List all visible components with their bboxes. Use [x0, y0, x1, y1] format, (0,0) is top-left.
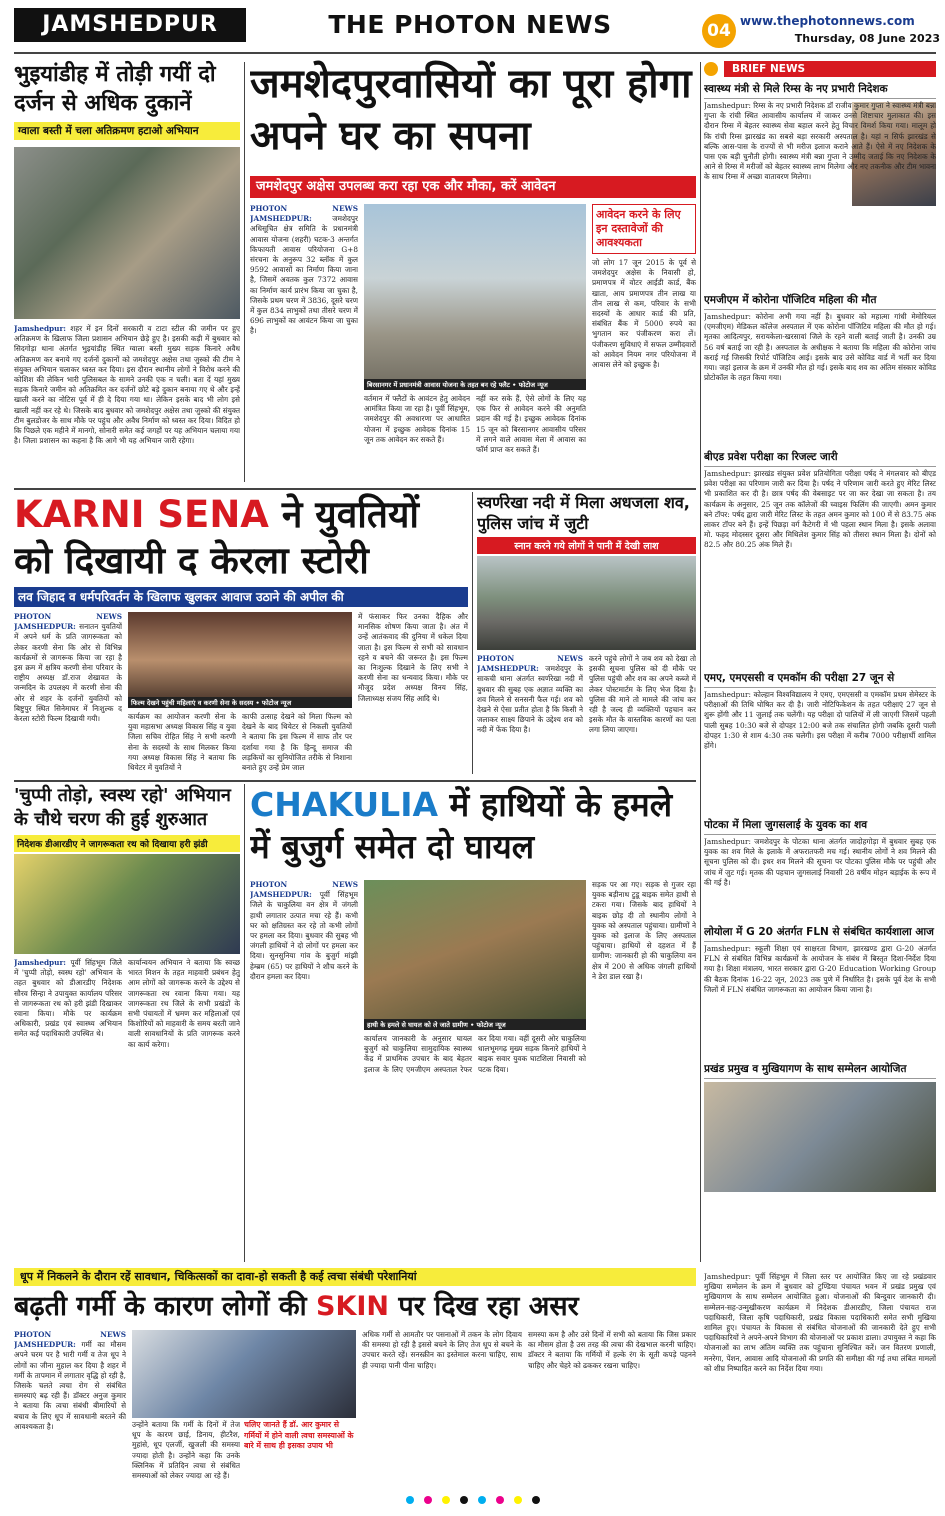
story-col-1 — [477, 654, 583, 776]
brief-text: Jamshedpur: झारखंड संयुक्त प्रवेश प्रतियोगिता परीक्षा पर्षद ने मंगलवार को बीएड प्रवेश परीक्षा का परिणाम जारी कर दिया है। पर्षद ने परिणाम जारी करते हुए मेरिट लिस्ट भी प्रकाशित कर दी है। छात्र पर्षद की वेबसाइट पर जा कर देखा जा सकता है। तय कार्यक्रम के अनुसार, 25 जून तक कॉलेजों की च्वाइस फिलिंग की जाएगी। अमन कुमार बने टॉपर: पर्षद द्वारा जारी मेरिट लिस्ट के तहत अमन कुमार को 100 में से 83.75 अंक लाकर टॉपर बने हैं। इन्हें पिछड़ा वर्ग कैटेगरी में भी पहला स्थान मिला है। इसके अलावा मो. फहद मोदस्सर दूसरा और मिथिलेश कुमार सिंह को तीसरा स्थान मिला है। दोनों को 82.5 और 80.25 अंक मिले हैं। — [704, 469, 936, 550]
story-text: कार्यक्रम का आयोजन करणी सेना के युवा महासभा अध्यक्ष विकास सिंह व युवा जिला सचिव रोहित सिंह ने सभी करणी सेना के सदस्यों के साथ मिलकर किया गया अध्यक्ष विकास सिंह ने बताया कि थियेटर में युवतियों ने — [128, 712, 236, 773]
photo-caption: हाथी के हमले से घायल को ले जाते ग्रामीण • फोटोज न्यूज — [364, 1019, 586, 1030]
subhead-bar: जमशेदपुर अक्षेस उपलब्ध करा रहा एक और मौका, करें आवेदन — [250, 176, 696, 198]
story-col-3 — [476, 394, 586, 486]
story-text: जमशेदपुर अधिसूचित क्षेत्र समिति के प्रधानमंत्री आवास योजना (शहरी) घटक-3 अन्तर्गत किफायती आवास परियोजना G+8 संरचना के अनुरूप 32 ब्लॉक में कुल 9592 आवासों का निर्माण किया जाना है, जिसमें अवतक कुल 7372 आवास का निर्माण कार्य प्रारंभ किया जा चुका है, जिसके प्रथम चरण में 3836, दूसरे चरण में कुल 834 लाभुकों तथा तीसरे चरण में 696 लाभुकों का आवंटन किया जा चुका है। — [250, 214, 358, 336]
byline: Jamshedpur: — [14, 958, 67, 967]
brief-headline: बीएड प्रवेश परीक्षा का रिजल्ट जारी — [704, 450, 936, 467]
registration-dot-icon — [514, 1496, 522, 1504]
subhead-bar: स्नान करने गये लोगों ने पानी में देखी लाश — [477, 537, 696, 554]
brief-headline: प्रखंड प्रमुख व मुखियागण के साथ सम्मेलन आयोजित — [704, 1062, 936, 1079]
river-photo — [477, 556, 696, 650]
story-col-2 — [128, 712, 236, 776]
sidebox-title: आवेदन करने के लिए इन दस्तावेजों की आवश्यकता — [592, 204, 696, 254]
headline-part-1: बढ़ती गर्मी के कारण लोगों की — [14, 1291, 307, 1322]
story-col-1 — [14, 1330, 126, 1484]
website-url: www.thephotonnews.com — [740, 14, 915, 28]
registration-dot-icon — [496, 1496, 504, 1504]
registration-dot-icon — [460, 1496, 468, 1504]
registration-dot-icon — [406, 1496, 414, 1504]
brief-headline: एमए, एमएससी व एमकॉम की परीक्षा 27 जून से — [704, 671, 936, 688]
story-col-3 — [362, 1330, 522, 1484]
headline-english: KARNI SENA — [14, 493, 269, 536]
byline: PHOTON NEWS JAMSHEDPUR: — [14, 1330, 126, 1350]
story-text: कार्यालय जानकारी के अनुसार घायल बुजुर्ग को चाकुलिया सामुदायिक स्वास्थ्य केंद्र में प्राथमिक उपचार के बाद बेहतर इलाज के लिए एमजीएम अस्पताल रेफर कर दिया गया। वहीं दूसरी ओर चाकुलिया धालभूमगढ़ मुख्य सड़क किनारे हाथियों ने बाइक सवार युवक घाटशिला निवासी को पटक दिया। — [364, 1034, 586, 1074]
subhead-bar: लव जिहाद व धर्मपरिवर्तन के खिलाफ खुलकर आवाज उठाने की अपील की — [14, 587, 468, 607]
story-text: जमशेदपुर के साकची थाना अंतर्गत स्वर्णरेखा नदी में बुधवार की सुबह एक अज्ञात व्यक्ति का शव मिलने से सनसनी फैल गई। शव को देखने से ऐसा प्रतीत होता है कि किसी ने जलाकर साक्ष्य छिपाने के उद्देश्य शव को नदी में फेंक दिया है। — [477, 664, 583, 735]
brief-headline: पोटका में मिला जुगसलाई के युवक का शव — [704, 818, 936, 835]
brief-text: Jamshedpur: जमशेदपुर के पोटका थाना अंतर्गत जादोहगोड़ा में बुधवार सुबह एक युवक का शव मिले के इलाके में अफरातफरी मच गई। स्थानीय लोगों ने शव मिलने की सूचना पुलिस को दी। इधर शव मिलने की सूचना पर पोटका पुलिस मौके पर पहुंची और जांच में जुट गई। मृतक की पहचान जुगसलाई निवासी 28 वर्षीय मोहन बड़ाईक के रूप में की गई है। — [704, 837, 936, 887]
headline-hindi: में हाथियों के हमले में बुजुर्ग समेत दो घायल — [250, 785, 673, 866]
brief-item-7-text — [704, 1272, 936, 1484]
story-col-2 — [364, 1034, 586, 1260]
headline: स्वर्णरेखा नदी में मिला अधजला शव, पुलिस जांच में जुटी — [477, 493, 690, 533]
brief-headline: लोयोला में G 20 अंतर्गत FLN से संबंधित कार्यशाला आज — [704, 925, 936, 942]
injured-villagers-photo — [364, 880, 586, 1030]
story-chakulia-elephants — [250, 784, 696, 1264]
story-text: में फंसाकर फिर उनका दैहिक और मानसिक शोषण किया जाता है। अंत में उन्हें आतंकवाद की दुनिया में धकेल दिया जाता है। इस फिल्म से सभी को सावधान रहने व बचने की जरूरत है। इस फिल्म का निःशुल्क दिखाने के लिए सभी ने करणी सेना का धन्यवाद किया। मौके पर मौजूद प्रदेश अध्यक्ष विनय सिंह, जिलाध्यक्ष संजय सिंह आदि थे। — [358, 612, 468, 703]
story-text: अधिक गर्मी से आमतौर पर पसनाओं में तकन के लोग दिवाय की समस्या हो रही है इससे बचने के लिए तेज धूप से बचने के उपचार करते रहें। सनस्क्रीन का इस्तेमाल करना चाहिए, साथ ही ज्यादा पानी पीना चाहिए। — [362, 1330, 522, 1370]
brief-news-label — [704, 60, 936, 78]
print-registration-marks — [0, 1496, 945, 1506]
brief-headline: स्वास्थ्य मंत्री से मिले रिम्स के नए प्रभारी निदेशक — [704, 82, 936, 99]
brief-label: BRIEF NEWS — [724, 61, 936, 77]
story-body — [14, 324, 240, 484]
edition-label: JAMSHEDPUR — [14, 8, 246, 42]
brief-text: Jamshedpur: रिम्स के नए प्रभारी निदेशक डॉ राजीव कुमार गुप्ता ने स्वास्थ्य मंत्री बन्ना गुप्ता के रांची स्थित आवासीय कार्यालय में जाकर उनसे शिष्टाचार मुलाकात की। इस दौरान रिम्स में बेहतर स्वास्थ्य सेवा बहाल करने हेतु विचार विमर्श किया गया। मालूम हो कि रांची रिम्स झारखंड का सबसे बड़ा सरकारी अस्पताल है। यहां न सिर्फ झारखंड से बल्कि आस-पास के राज्यों से भी मरीज इलाज कराने आते हैं। ऐसे में नए निदेशक के पास एक बड़ी चुनौती होगी। स्वास्थ्य मंत्री बन्ना गुप्ता ने उम्मीद जताई कि नए निदेशक के आने से रिम्स में मरीजों को बेहतर स्वास्थ्य लाभ मिलेगा और नए तकनीक और टीम भावना के साथ रिम्स में अच्छा वातावरण मिलेगा। — [704, 101, 936, 182]
story-river-body — [477, 492, 696, 776]
cinema-group-photo — [128, 612, 352, 708]
banner-strip: धूप में निकलने के दौरान रहें सावधान, चिकित्सकों का दावा-हो सकती है कई त्वचा संबंधी परेशानियां — [14, 1268, 696, 1286]
sidebox-text: जो लोग 17 जून 2015 के पूर्व से जमशेदपुर अक्षेस के निवासी हो, प्रमाणपत्र में वोटर आईडी कार्ड, बैंक खाता, आय प्रमाणपत्र तीन लाख या तीन लाख से कम, परिवार के सभी सदस्यों के आधार कार्ड की प्रति, संबंधित बैंक में 5000 रुपये का भुगतान कर पंजीकरण करा लें। पंजीकरण सुविधाएं में सफल उम्मीदवारों को आवेदन नियम नगर परियोजना में आवास लेने को इच्छुक है। — [592, 258, 696, 370]
subhead: निदेशक डीआरडीए ने जागरूकता रथ को दिखाया हरी झंडी — [14, 835, 240, 852]
story-text: पूर्वी सिंहभूम जिले के चाकुलिया वन क्षेत्र में जंगली हाथी लगातार उत्पात मचा रहे हैं। कभी घर को क्षतिग्रस्त कर रहे तो कभी लोगों पर हमला कर दिया। बुधवार की सुबह भी जंगली हाथियों ने दो लोगों पर हमला कर दिया। सुनसुनिया गांव के बुजुर्ग मांझी हेम्ब्रम (65) पर हाथियों ने शौच करने के दौरान हमला कर दिया। — [250, 890, 358, 981]
subhead: ग्वाला बस्ती में चला अतिक्रमण हटाओ अभियान — [14, 122, 240, 140]
page-number: 04 — [702, 14, 736, 48]
documents-sidebox — [592, 204, 696, 486]
photo-caption: फिल्म देखने पहुंची महिलाएं व करणी सेना के सदस्य • फोटोज न्यूज — [128, 697, 352, 708]
masthead — [0, 0, 945, 60]
brief-text: Jamshedpur: स्कूली शिक्षा एवं साक्षरता विभाग, झारखण्ड द्वारा G-20 अंतर्गत FLN से संबंधित विभिन्न कार्यक्रमों के आयोजन के संबंध में बिस्तृत दिशा-निर्देश दिया गया है। शिक्षा मंत्रालय, भारत सरकार द्वारा G-20 Education Working Group की बैठक दिनांक 16-22 जून, 2023 तक पुणे में निर्धारित है। इसके पूर्व देश के सभी जिलों में FLN संबंधित जागरूकता का आयोजन किया जाना है। — [704, 944, 936, 994]
story-text: शहर में इन दिनों सरकारी व टाटा स्टील की जमीन पर हुए अतिक्रमण के खिलाफ जिला प्रशासन अभियान छेड़े हुए है। इसकी कड़ी में बुधवार को सिदगोड़ा थाना अंतर्गत भुइयांडीह स्थित ग्वाला बस्ती मुख्य सड़क किनारे अवैध अतिक्रमण कर बनाये गए दर्जनों दुकानों को जमशेदपुर अक्षेस तथा जुस्को की टीम ने संयुक्त अभियान चलाकर ध्वस्त कर दिया। इस दौरान स्थानीय लोगों ने विरोध करने की कोशिश की लेकिन भारी पुलिसबल के सामने उनकी एक न चली। बता दें यहां मुख्य सड़क किनारे जमीन को अतिक्रमित कर दर्जनों छोटे बड़े दुकान बनाया गए थे और इन्हें खाली करने का नोटिस पूर्व में ही दे दिया गया था। लेकिन इसके बाद भी लोग इसे खाली नहीं कर रहे थे। जिसके बाद बुधवार को जमशेदपुर अक्षेस तथा जुस्को की संयुक्त टीम बुलडोजर के साथ मौके पर पहुंच और अवैध निर्माण को ध्वस्त कर दिया। विदित हो कि पिछले एक महीने में मानगो, सोनारी समेत कई जगहों पर यह अभियान चलाया गया है। जिला प्रशासन का कहना है कि आगे भी यह अभियान जारी रहेगा। — [14, 324, 240, 446]
brief-item-1 — [704, 99, 936, 289]
column-rule — [700, 62, 701, 1262]
headline-english: CHAKULIA — [250, 785, 439, 824]
photo-caption: बिरसानगर में प्रधानमंत्री आवास योजना के तहत बन रहे फ्लैट • फोटोज न्यूज — [364, 379, 586, 390]
column-rule — [244, 784, 245, 1262]
story-housing — [250, 58, 696, 486]
registration-dot-icon — [442, 1496, 450, 1504]
headline — [14, 1290, 696, 1324]
headline-skin: SKIN — [316, 1291, 390, 1322]
story-col-4 — [358, 612, 468, 776]
doctor-examination-photo — [132, 1330, 356, 1418]
story-shop-demolition — [14, 60, 240, 485]
story-col-1 — [250, 204, 358, 486]
story-karni-sena — [14, 492, 468, 776]
brief-text: Jamshedpur: कोरोना अभी गया नहीं है। बुधवार को महात्मा गांधी मेमोरियल (एमजीएम) मेडिकल कॉलेज अस्पताल में एक कोरोना पॉजिटिव महिला की मौत हो गई। मृतका आदित्यपुर, सरायकेला-खरसावां जिले के रहने वाली बताई जाती है। उनकी उम्र 56 वर्ष बताई जा रही है। अस्पताल के अधीक्षक ने बताया कि महिला की कोरोना जांच कराई गई जिसकी रिपोर्ट पॉजिटिव आई। इसके बाद उसे कोविड वार्ड में भर्ती कर दिया गया। जहां इलाज के क्रम में उनकी मौत हो गई। इसके बाद शव का अंतिम संस्कार कोविड प्रोटोकॉल के तहत किया गया। — [704, 312, 936, 383]
story-chuppi-todo — [14, 784, 240, 1264]
brief-text: Jamshedpur: कोल्हान विश्वविद्यालय ने एमए, एमएससी व एमकॉम प्रथम सेमेस्टर के परीक्षाओं की तिथि घोषित कर दी है। जारी नोटिफिकेशन के तहत परीक्षाएं 27 जून से शुरू होंगी और 11 जुलाई तक चलेंगी। यह परीक्षा दो पालियों में ली जाएगी जिसमें पहली पाली सुबह 10:30 बजे से दोपहर 12:00 बजे तक संचालित होगी जबकि दूसरी पाली दोपहर 1:30 से शाम 4:30 तक चलेगी। इस परीक्षा में करीब 7000 परीक्षार्थी शामिल होंगे। — [704, 690, 936, 751]
headline-hindi: ने युवतियों को दिखायी द केरला स्टोरी — [14, 493, 419, 582]
brief-news-column — [704, 60, 936, 1270]
column-rule — [244, 62, 245, 482]
story-col-3 — [592, 880, 696, 1260]
brief-headline: एमजीएम में कोरोना पॉजिटिव महिला की मौत — [704, 293, 936, 310]
story-col-3 — [242, 712, 352, 776]
brief-news-icon — [704, 62, 718, 76]
headline: जमशेदपुरवासियों का पूरा होगा अपने घर का सपना — [250, 61, 692, 159]
story-col-1 — [250, 880, 358, 1260]
story-text: करने पहुंचे लोगों ने जब शव को देखा तो इसकी सूचना पुलिस को दी मौके पर पुलिस पहुंची और शव का अपने कब्जे में लेकर पोस्टमार्टम के लिए भेज दिया है। पुलिस की माने तो मामले की जांच कर रही है जल्द ही व्यक्तियों पहचान कर इसके मौत के वास्तविक कारणों का पता लगा लिया जाएगा। — [589, 654, 696, 735]
story-text: गर्मी का मौसम अपने चरम पर है भारी गर्मी व तेज धूप ने लोगों का जीना मुहाल कर दिया है शहर में गर्मी के तापमान में लगातार वृद्धि हो रही है, जिसके चलते त्वचा रोग से संबंधित समस्याएं बढ़ रही हैं। डॉक्टर अनुज कुमार ने बताया कि त्वचा संबंधी बीमारियों से बचाव के लिए धूप में सावधानी बरतने की आवश्यकता है। — [14, 1340, 126, 1431]
masthead-rule — [14, 52, 936, 54]
story-text: कार्यान्वयन अभियान ने बताया कि स्वच्छ भारत मिशन के तहत माहवारी प्रबंधन हेतु आम लोगों को जागरूक करने के उद्देश्य से जागरूकता रथ रवाना किया गया। यह जागरूकता रथ जिले के सभी प्रखंडों के सभी पंचायतों में भ्रमण कर महिलाओं एवं किशोरियों को माहवारी के समय बरती जाने वाली सावधानियों के प्रति जागरूक करने का कार्य करेगा। — [128, 958, 240, 1049]
byline: PHOTON NEWS JAMSHEDPUR: — [250, 880, 358, 900]
story-col-2 — [364, 394, 470, 486]
row-rule — [14, 488, 696, 490]
issue-date: Thursday, 08 June 2023 — [794, 32, 940, 45]
newspaper-title: THE PHOTON NEWS — [328, 10, 612, 39]
headline: 'चुप्पी तोड़ो, स्वस्थ रहो' अभियान के चौथे चरण की हुई शुरुआत — [14, 785, 231, 830]
story-text: उन्होंने बताया कि गर्मी के दिनों में तेज धूप के कारण छाई, डिनाय, हीटरैश, मुहांसे, धूप एलर्जी, खुजली की समस्या ज्यादा होती है। उन्होंने कहा कि उनके क्लिनिक में प्रतिदिन त्वचा से संबंधित समस्याओं को लेकर ज्यादा आ रहे हैं। — [132, 1420, 240, 1481]
story-text: पूर्वी सिंहभूम जिले में 'चुप्पी तोड़ो, स्वस्थ रहो' अभियान के तहत बुधवार को डीआरडीए निदेशक सौरव सिन्हा ने उपायुक्त कार्यालय परिसर से जागरूकता रथ को हरी झंडी दिखाकर रवाना किया। मौके पर कार्यक्रम अधिकारी, प्रखंड एवं स्वास्थ्य अभियान समेत कई पदाधिकारी उपस्थित थे। — [14, 958, 122, 1039]
byline: PHOTON NEWS JAMSHEDPUR: — [14, 612, 122, 632]
byline: Jamshedpur: — [14, 324, 67, 333]
headline: भुइयांडीह में तोड़ी गयीं दो दर्जन से अधिक दुकानें — [14, 62, 216, 116]
story-text: वर्तमान में फ्लैटों के आवंटन हेतु आवेदन आमंत्रित किया जा रहा है। पूर्वी सिंहभूम, जमशेदपुर की अवधारणा पर आधारित योजना में इच्छुक आवेदक दिनांक 15 जून तक आवेदन कर सकते हैं। — [364, 394, 470, 444]
story-skin-heat — [14, 1268, 696, 1484]
story-text: काफी उत्साह देखने को मिला फिल्म को देखने के बाद थियेटर से निकली युवतियों ने बताया कि इस फिल्म में साफ तौर पर दर्शाया गया है कि हिन्दू समाज की लड़कियों का सुनियोजित तरीके से निशाना बनाते हुए उन्हें प्रेम जाल — [242, 712, 352, 773]
demolition-photo — [14, 147, 240, 319]
column-rule — [472, 492, 473, 774]
meeting-photo — [704, 1082, 936, 1192]
story-col-2 — [589, 654, 696, 776]
story-text: समस्या कम है और उसे दिनों में सभी को बताया कि जिस प्रकार का मौसम होता है उस तरह की त्वचा की देखभाल करनी चाहिए। डॉक्टर ने बताया कि गर्मियों में हल्के रंग के सूती कपड़े पहनने चाहिए और चेहरे को ढककर रखना चाहिए। — [528, 1330, 696, 1370]
registration-dot-icon — [478, 1496, 486, 1504]
row-rule — [14, 780, 696, 782]
story-text: सड़क पर आ गए। सड़क से गुजर रहा युवक बड़ीनाथ टुडू बाइक समेत हाथी से टकरा गया। जिसके बाद हाथियों ने बाइक छोड़ दी तो स्थानीय लोगों ने युवक को अस्पताल पहुंचाया। ग्रामीणों ने युवक को इलाज के लिए अस्पताल पहुंचाया। हाथियों से दहशत में हैं ग्रामीण: जानकारी हो की चाकुलिया वन क्षेत्र में 200 से अधिक जंगली हाथियों ने डेरा डाल रखा है। — [592, 880, 696, 981]
doctor-quote: चलिए जानते हैं डॉ. आर कुमार से गर्मियों में होने वाली त्वचा समस्याओं के बारे में साथ ही इसका उपाय भी — [244, 1420, 354, 1450]
story-text: सनातन युवतियों में अपने धर्म के प्रति जागरूकता को लेकर करणी सेना कि ओर से विभिन्न कार्यक्रमों से जागरूक किया जा रहा है इस क्रम में क्षत्रिय करणी सेना परिवार के राष्ट्रीय अध्यक्ष डॉ.राज शेखावत के जन्मदिन के उपलक्ष्य में करणी सेना की ओर से शहर के दर्जनों युवतियों को बिष्टुपुर स्थित सिनेमाघर में निःशुल्क द केरला स्टोरी फिल्म दिखायी गयी। — [14, 622, 122, 724]
story-col-2 — [132, 1420, 240, 1484]
story-col-4 — [528, 1330, 696, 1484]
headline — [250, 784, 696, 868]
byline: PHOTON NEWS JAMSHEDPUR: — [250, 204, 358, 224]
headline — [14, 492, 468, 584]
story-col-1 — [14, 612, 122, 776]
headline-part-2: पर दिख रहा असर — [398, 1291, 579, 1322]
registration-dot-icon — [424, 1496, 432, 1504]
story-col-1 — [14, 958, 122, 1258]
housing-photo — [364, 204, 586, 390]
awareness-van-photo — [14, 854, 240, 954]
story-col-2 — [128, 958, 240, 1258]
brief-text: Jamshedpur: पूर्वी सिंहभूम में जिला स्तर पर आयोजित किए जा रहे प्रखंडवार मुखिया सम्मेलन के क्रम में बुधवार को टुण्डिया पंचायत भवन में प्रखंड प्रमुख एवं मुखियागण के साथ सम्मेलन आयोजित हुआ। योजनाओं की बिन्दुवार जानकारी दी। सम्मेलन-सह-उन्मुखीकरण कार्यक्रम में निदेशक डीआरडीए, जिला पंचायत राज पदाधिकारी, जिला कृषि पदाधिकारी, प्रखंड विकास पदाधिकारी समेत सभी मुखिया शामिल हुए। पंचायत के विकास से संबंधित योजनाओं की जानकारी देते हुए सभी पदाधिकारियों ने अपने-अपने विभाग की योजनाओं पर प्रकाश डाला। उपायुक्त ने कहा कि योजनाओं का लाभ अंतिम व्यक्ति तक पहुंचाना सुनिश्चित करें। जन वितरण प्रणाली, मनरेगा, पेंशन, आवास आदि योजनाओं की प्रगति की समीक्षा की गई तथा लंबित मामलों को शीघ्र निष्पादित करने का निर्देश दिया गया। — [704, 1272, 936, 1373]
byline: PHOTON NEWS JAMSHEDPUR: — [477, 654, 583, 674]
registration-dot-icon — [532, 1496, 540, 1504]
story-text: नहीं कर सके हैं, ऐसे लोगों के लिए यह एक फिर से आवेदन करने की अनुमति प्रदान की गई है। इच्छुक आवेदक दिनांक 15 जून को बिरसानगर आवासीय परिसर में लगने वाले आवास मेला में आवास का फॉर्म प्राप्त कर सकते हैं। — [476, 394, 586, 455]
